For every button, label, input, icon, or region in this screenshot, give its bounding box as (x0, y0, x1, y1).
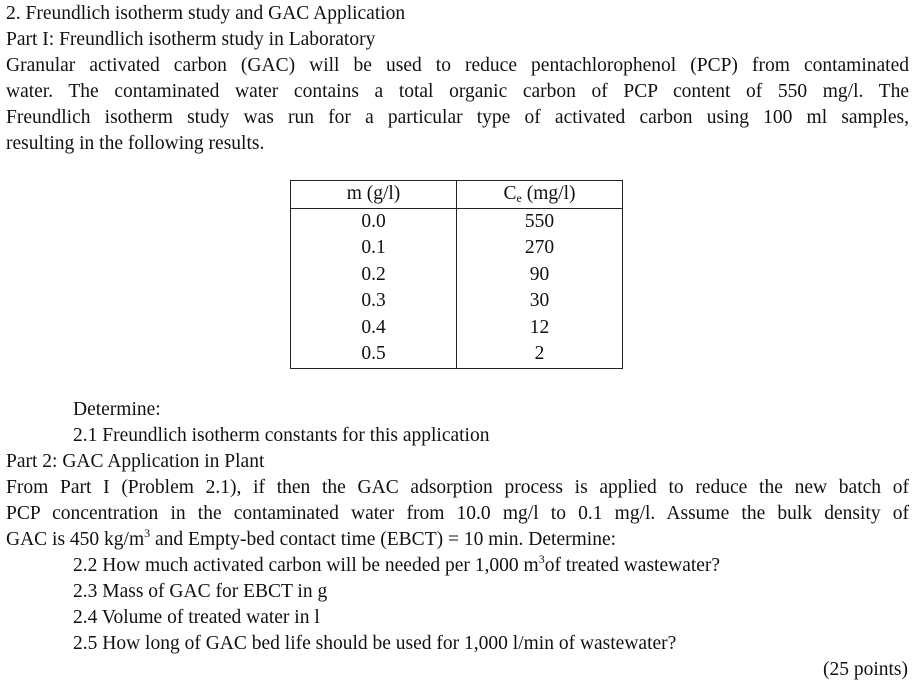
mass-column-header: m (g/l) (291, 181, 457, 209)
concentration-cell: 12 (457, 315, 623, 342)
intro-line-4: resulting in the following results. (6, 133, 265, 154)
question-2-1: 2.1 Freundlich isotherm constants for this application (73, 425, 490, 446)
isotherm-data-table (290, 180, 623, 369)
concentration-cell: 30 (457, 288, 623, 315)
concentration-column-header: $C_e$ (mg/l) (457, 181, 623, 209)
points-label: (25 points) (822, 659, 908, 680)
table-header-row (291, 181, 623, 209)
question-2-3: 2.3 Mass of GAC for EBCT in g (73, 581, 328, 602)
concentration-cell: 90 (457, 262, 623, 289)
determine-label: Determine: (73, 399, 161, 420)
table-row (291, 235, 623, 262)
table-row (291, 288, 623, 315)
part2-line-3: GAC is 450 $kg/m^3$ and Empty-bed contact time (EBCT) = 10 min. Determine: (6, 526, 617, 550)
part2-title: Part 2: GAC Application in Plant (6, 451, 265, 472)
question-2-5: 2.5 How long of GAC bed life should be used for 1,000 l/min of wastewater? (73, 633, 677, 654)
mass-cell: 0.1 (291, 235, 457, 262)
intro-line-3: Freundlich isotherm study was run for a particular type of activated carbon using 100 ml samples, (6, 107, 909, 128)
question-2-2: 2.2 How much activated carbon will be needed per 1,000 $m^3of$ treated wastewater? (73, 552, 721, 576)
table-row (291, 341, 623, 368)
part1-title: Part I: Freundlich isotherm study in Laboratory (6, 29, 376, 50)
table-row (291, 208, 623, 235)
concentration-cell: 270 (457, 235, 623, 262)
concentration-cell: 2 (457, 341, 623, 368)
table-row (291, 262, 623, 289)
problem-heading: 2. Freundlich isotherm study and GAC Application (6, 3, 406, 24)
intro-line-1: Granular activated carbon (GAC) will be used to reduce pentachlorophenol (PCP) from contaminated (6, 55, 909, 76)
concentration-cell: 550 (457, 208, 623, 235)
mass-cell: 0.5 (291, 341, 457, 368)
mass-cell: 0.4 (291, 315, 457, 342)
part2-line-1: From Part I (Problem 2.1), if then the GAC adsorption process is applied to reduce the new batch of (6, 477, 909, 498)
part2-line-2: PCP concentration in the contaminated water from 10.0 mg/l to 0.1 mg/l. Assume the bulk density of (6, 503, 909, 524)
intro-line-2: water. The contaminated water contains a total organic carbon of PCP content of 550 mg/l. The (6, 81, 909, 102)
mass-cell: 0.0 (291, 208, 457, 235)
question-2-4: 2.4 Volume of treated water in l (73, 607, 320, 628)
mass-cell: 0.3 (291, 288, 457, 315)
mass-cell: 0.2 (291, 262, 457, 289)
table-row (291, 315, 623, 342)
